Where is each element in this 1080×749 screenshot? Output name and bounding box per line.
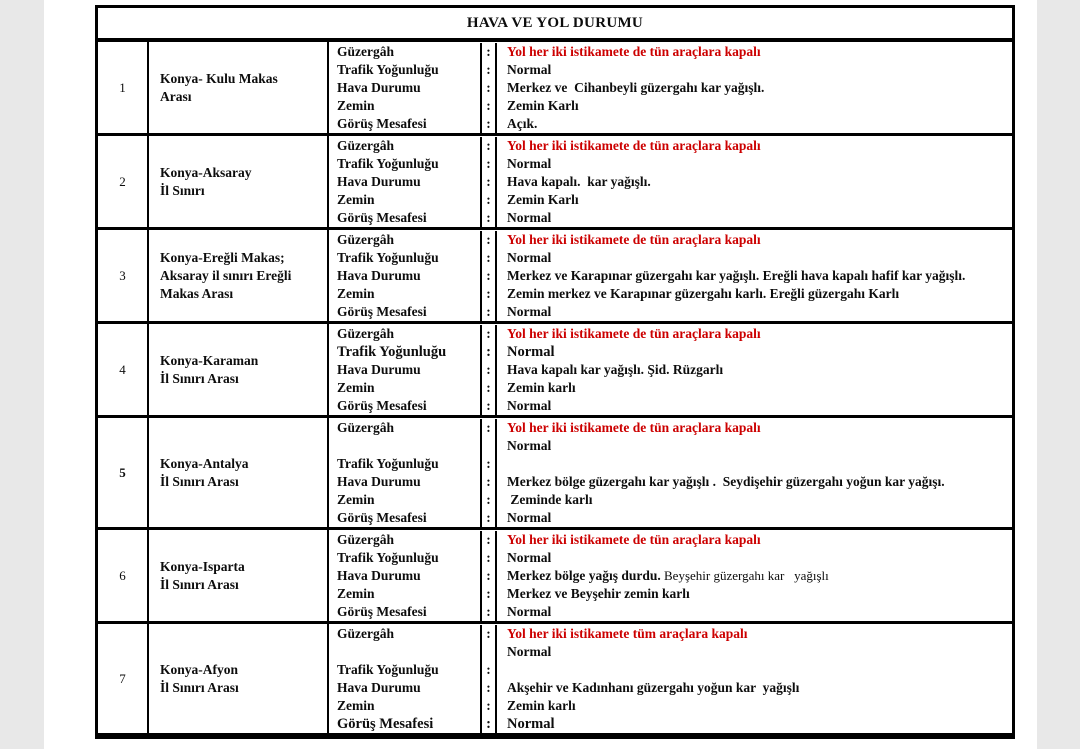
- field-value: [497, 43, 1012, 61]
- road-conditions-table: [95, 5, 1015, 739]
- value-text: Normal: [507, 250, 552, 265]
- route-cell: [149, 418, 329, 527]
- value-text: Merkez bölge yağış durdu.: [507, 568, 661, 583]
- document-page: [44, 0, 1037, 749]
- value-text: Akşehir ve Kadınhanı güzergahı yoğun kar yağışlı: [507, 680, 800, 695]
- row-number-cell: 2: [98, 136, 149, 227]
- field-line: [329, 567, 1012, 585]
- field-label: Zemin: [337, 586, 375, 601]
- colon-separator: :: [480, 43, 497, 61]
- field-value: [497, 379, 1012, 397]
- value-text: Normal: [507, 438, 552, 453]
- colon-separator: :: [480, 361, 497, 379]
- route-cell: [149, 136, 329, 227]
- field-line: [329, 267, 1012, 285]
- colon-separator: :: [480, 137, 497, 155]
- field-label: Trafik Yoğunluğu: [337, 550, 439, 565]
- colon-separator: :: [480, 603, 497, 621]
- row-number-cell: 5: [98, 418, 149, 527]
- colon-separator: :: [480, 325, 497, 343]
- closure-alert-text: Yol her iki istikamete de tün araçlara kapalı: [507, 138, 761, 153]
- value-text: Beyşehir güzergahı kar yağışlı: [660, 568, 829, 583]
- route-name: Konya-Ereğli Makas;: [160, 249, 285, 265]
- colon-separator: :: [480, 419, 497, 437]
- field-value: [497, 209, 1012, 227]
- field-value: [497, 661, 1012, 679]
- colon-separator: :: [480, 303, 497, 321]
- field-line: [329, 361, 1012, 379]
- field-line: [329, 115, 1012, 133]
- colon-separator: [480, 643, 497, 661]
- field-value: [497, 155, 1012, 173]
- field-value: [497, 697, 1012, 715]
- value-text: Merkez ve Cihanbeyli güzergahı kar yağışlı.: [507, 80, 765, 95]
- field-line: [329, 625, 1012, 643]
- colon-separator: :: [480, 155, 497, 173]
- field-label: Güzergâh: [337, 44, 394, 59]
- colon-separator: :: [480, 679, 497, 697]
- field-label: Trafik Yoğunluğu: [337, 662, 439, 677]
- route-cell: [149, 324, 329, 415]
- value-text: Normal: [507, 644, 552, 659]
- value-text: Açık.: [507, 116, 538, 131]
- field-label: Trafik Yoğunluğu: [337, 156, 439, 171]
- field-value: [497, 509, 1012, 527]
- value-text: Normal: [507, 304, 552, 319]
- value-text: Zemin karlı: [507, 380, 576, 395]
- field-line: [329, 61, 1012, 79]
- field-label: Trafik Yoğunluğu: [337, 62, 439, 77]
- field-label: Hava Durumu: [337, 474, 421, 489]
- value-text: Hava kapalı kar yağışlı. Şid. Rüzgarlı: [507, 362, 724, 377]
- field-label: Hava Durumu: [337, 680, 421, 695]
- field-value: [497, 303, 1012, 321]
- field-value: [497, 419, 1012, 437]
- colon-separator: :: [480, 343, 497, 361]
- field-label: Hava Durumu: [337, 174, 421, 189]
- field-value: [497, 567, 1012, 585]
- colon-separator: :: [480, 567, 497, 585]
- field-line: [329, 231, 1012, 249]
- field-value: [497, 97, 1012, 115]
- field-line: [329, 455, 1012, 473]
- route-name: İl Sınırı Arası: [160, 473, 239, 489]
- field-label: Görüş Mesafesi: [337, 304, 427, 319]
- field-line: [329, 697, 1012, 715]
- value-text: Normal: [507, 716, 555, 732]
- value-text: Normal: [507, 604, 552, 619]
- field-line: [329, 343, 1012, 361]
- value-text: Normal: [507, 210, 552, 225]
- route-name: Makas Arası: [160, 285, 234, 301]
- field-line: [329, 79, 1012, 97]
- field-value: [497, 473, 1012, 491]
- field-value: [497, 549, 1012, 567]
- field-value: [497, 61, 1012, 79]
- route-name: Aksaray il sınırı Ereğli: [160, 267, 292, 283]
- colon-separator: :: [480, 231, 497, 249]
- field-line: [329, 137, 1012, 155]
- field-label: Güzergâh: [337, 420, 394, 435]
- field-label: Güzergâh: [337, 532, 394, 547]
- field-label: [329, 643, 480, 661]
- field-value: [497, 397, 1012, 415]
- colon-separator: :: [480, 379, 497, 397]
- field-value: [497, 191, 1012, 209]
- field-label: Hava Durumu: [337, 568, 421, 583]
- field-label: Trafik Yoğunluğu: [337, 456, 439, 471]
- colon-separator: :: [480, 715, 497, 733]
- row-fields: [329, 230, 1012, 321]
- table-rows: [98, 42, 1012, 736]
- field-value: [497, 585, 1012, 603]
- closure-alert-text: Yol her iki istikamete de tün araçlara kapalı: [507, 326, 761, 341]
- field-value: [497, 437, 1012, 455]
- table-row: [98, 42, 1012, 136]
- field-line: [329, 509, 1012, 527]
- row-number-cell: 3: [98, 230, 149, 321]
- route-name: İl Sınırı Arası: [160, 679, 239, 695]
- field-line: [329, 531, 1012, 549]
- field-label: Görüş Mesafesi: [337, 604, 427, 619]
- colon-separator: :: [480, 697, 497, 715]
- row-fields: [329, 624, 1012, 733]
- field-line: [329, 419, 1012, 437]
- route-cell: [149, 624, 329, 733]
- colon-separator: :: [480, 661, 497, 679]
- colon-separator: :: [480, 79, 497, 97]
- route-name: Konya-Antalya: [160, 455, 249, 471]
- field-value: [497, 115, 1012, 133]
- route-cell: [149, 530, 329, 621]
- field-label: Hava Durumu: [337, 362, 421, 377]
- closure-alert-text: Yol her iki istikamete de tün araçlara kapalı: [507, 420, 761, 435]
- field-label: Hava Durumu: [337, 268, 421, 283]
- field-label: Zemin: [337, 492, 375, 507]
- colon-separator: :: [480, 509, 497, 527]
- table-row: [98, 324, 1012, 418]
- field-label: Zemin: [337, 98, 375, 113]
- colon-separator: :: [480, 191, 497, 209]
- field-value: [497, 267, 1012, 285]
- field-label: Görüş Mesafesi: [337, 210, 427, 225]
- field-line: [329, 155, 1012, 173]
- colon-separator: :: [480, 61, 497, 79]
- row-number-cell: 6: [98, 530, 149, 621]
- colon-separator: :: [480, 115, 497, 133]
- colon-separator: :: [480, 491, 497, 509]
- value-text: Normal: [507, 550, 552, 565]
- field-value: [497, 325, 1012, 343]
- row-number-cell: 1: [98, 42, 149, 133]
- field-value: [497, 249, 1012, 267]
- row-number-cell: 4: [98, 324, 149, 415]
- field-value: [497, 455, 1012, 473]
- field-line: [329, 209, 1012, 227]
- field-value: [497, 361, 1012, 379]
- field-label: Görüş Mesafesi: [337, 510, 427, 525]
- table-row: [98, 230, 1012, 324]
- value-text: Hava kapalı. kar yağışlı.: [507, 174, 651, 189]
- field-label: Güzergâh: [337, 138, 394, 153]
- table-header: [98, 8, 1012, 42]
- closure-alert-text: Yol her iki istikamete de tün araçlara kapalı: [507, 44, 761, 59]
- field-line: [329, 603, 1012, 621]
- field-line: [329, 585, 1012, 603]
- value-text: Zeminde karlı: [507, 492, 593, 507]
- table-row: [98, 624, 1012, 736]
- field-line: [329, 437, 1012, 455]
- field-value: [497, 173, 1012, 191]
- field-value: [497, 603, 1012, 621]
- value-text: Normal: [507, 156, 552, 171]
- row-number-cell: 7: [98, 624, 149, 733]
- field-value: [497, 625, 1012, 643]
- field-value: [497, 491, 1012, 509]
- colon-separator: :: [480, 455, 497, 473]
- table-row: [98, 136, 1012, 230]
- colon-separator: :: [480, 267, 497, 285]
- route-name: Konya-Isparta: [160, 558, 245, 574]
- field-line: [329, 715, 1012, 733]
- field-label: Hava Durumu: [337, 80, 421, 95]
- row-fields: [329, 42, 1012, 133]
- field-value: [497, 343, 1012, 361]
- field-label: Zemin: [337, 286, 375, 301]
- field-line: [329, 173, 1012, 191]
- field-value: [497, 137, 1012, 155]
- value-text: Normal: [507, 398, 552, 413]
- field-label: Görüş Mesafesi: [337, 398, 427, 413]
- field-label: Görüş Mesafesi: [337, 116, 427, 131]
- page-title: HAVA VE YOL DURUMU: [466, 14, 644, 31]
- closure-alert-text: Yol her iki istikamete tüm araçlara kapalı: [507, 626, 748, 641]
- colon-separator: :: [480, 585, 497, 603]
- field-label: Güzergâh: [337, 232, 394, 247]
- route-cell: [149, 230, 329, 321]
- route-name: Konya- Kulu Makas: [160, 70, 278, 86]
- route-name: İl Sınırı Arası: [160, 576, 239, 592]
- field-value: [497, 79, 1012, 97]
- field-value: [497, 679, 1012, 697]
- field-line: [329, 249, 1012, 267]
- field-value: [497, 643, 1012, 661]
- colon-separator: :: [480, 473, 497, 491]
- field-line: [329, 549, 1012, 567]
- colon-separator: :: [480, 209, 497, 227]
- field-value: [497, 231, 1012, 249]
- route-cell: [149, 42, 329, 133]
- colon-separator: :: [480, 397, 497, 415]
- route-name: İl Sınırı: [160, 182, 205, 198]
- row-fields: [329, 530, 1012, 621]
- closure-alert-text: Yol her iki istikamete de tün araçlara kapalı: [507, 532, 761, 547]
- field-line: [329, 491, 1012, 509]
- route-name: Konya-Karaman: [160, 352, 259, 368]
- colon-separator: :: [480, 549, 497, 567]
- field-label: Görüş Mesafesi: [337, 716, 434, 732]
- field-value: [497, 715, 1012, 733]
- field-line: [329, 303, 1012, 321]
- colon-separator: :: [480, 285, 497, 303]
- value-text: Zemin Karlı: [507, 98, 579, 113]
- route-name: İl Sınırı Arası: [160, 370, 239, 386]
- field-label: [329, 437, 480, 455]
- field-line: [329, 679, 1012, 697]
- field-line: [329, 397, 1012, 415]
- colon-separator: :: [480, 531, 497, 549]
- colon-separator: :: [480, 97, 497, 115]
- table-row: [98, 418, 1012, 530]
- field-label: Güzergâh: [337, 326, 394, 341]
- value-text: Normal: [507, 62, 552, 77]
- route-name: Konya-Afyon: [160, 661, 239, 677]
- row-fields: [329, 418, 1012, 527]
- field-label: Güzergâh: [337, 626, 394, 641]
- field-value: [497, 531, 1012, 549]
- field-line: [329, 97, 1012, 115]
- field-label: Zemin: [337, 380, 375, 395]
- colon-separator: [480, 437, 497, 455]
- field-value: [497, 285, 1012, 303]
- value-text: Zemin merkez ve Karapınar güzergahı karlı. Ereğli güzergahı Karlı: [507, 286, 900, 301]
- value-text: Normal: [507, 510, 552, 525]
- field-label: Trafik Yoğunluğu: [337, 250, 439, 265]
- field-label: Zemin: [337, 698, 375, 713]
- field-label: Trafik Yoğunluğu: [337, 344, 447, 360]
- value-text: Merkez ve Karapınar güzergahı kar yağışlı. Ereğli hava kapalı hafif kar yağışlı.: [507, 268, 966, 283]
- value-text: Normal: [507, 344, 555, 360]
- route-name: Konya-Aksaray: [160, 164, 252, 180]
- field-line: [329, 191, 1012, 209]
- field-line: [329, 285, 1012, 303]
- field-line: [329, 661, 1012, 679]
- route-name: Arası: [160, 88, 192, 104]
- field-line: [329, 43, 1012, 61]
- value-text: Merkez bölge güzergahı kar yağışlı . Seydişehir güzergahı yoğun kar yağışı.: [507, 474, 945, 489]
- closure-alert-text: Yol her iki istikamete de tün araçlara kapalı: [507, 232, 761, 247]
- value-text: Zemin Karlı: [507, 192, 579, 207]
- field-line: [329, 643, 1012, 661]
- field-line: [329, 325, 1012, 343]
- colon-separator: :: [480, 625, 497, 643]
- row-fields: [329, 136, 1012, 227]
- field-line: [329, 379, 1012, 397]
- field-line: [329, 473, 1012, 491]
- field-label: Zemin: [337, 192, 375, 207]
- value-text: Merkez ve Beyşehir zemin karlı: [507, 586, 690, 601]
- value-text: Zemin karlı: [507, 698, 576, 713]
- table-row: [98, 530, 1012, 624]
- colon-separator: :: [480, 249, 497, 267]
- row-fields: [329, 324, 1012, 415]
- colon-separator: :: [480, 173, 497, 191]
